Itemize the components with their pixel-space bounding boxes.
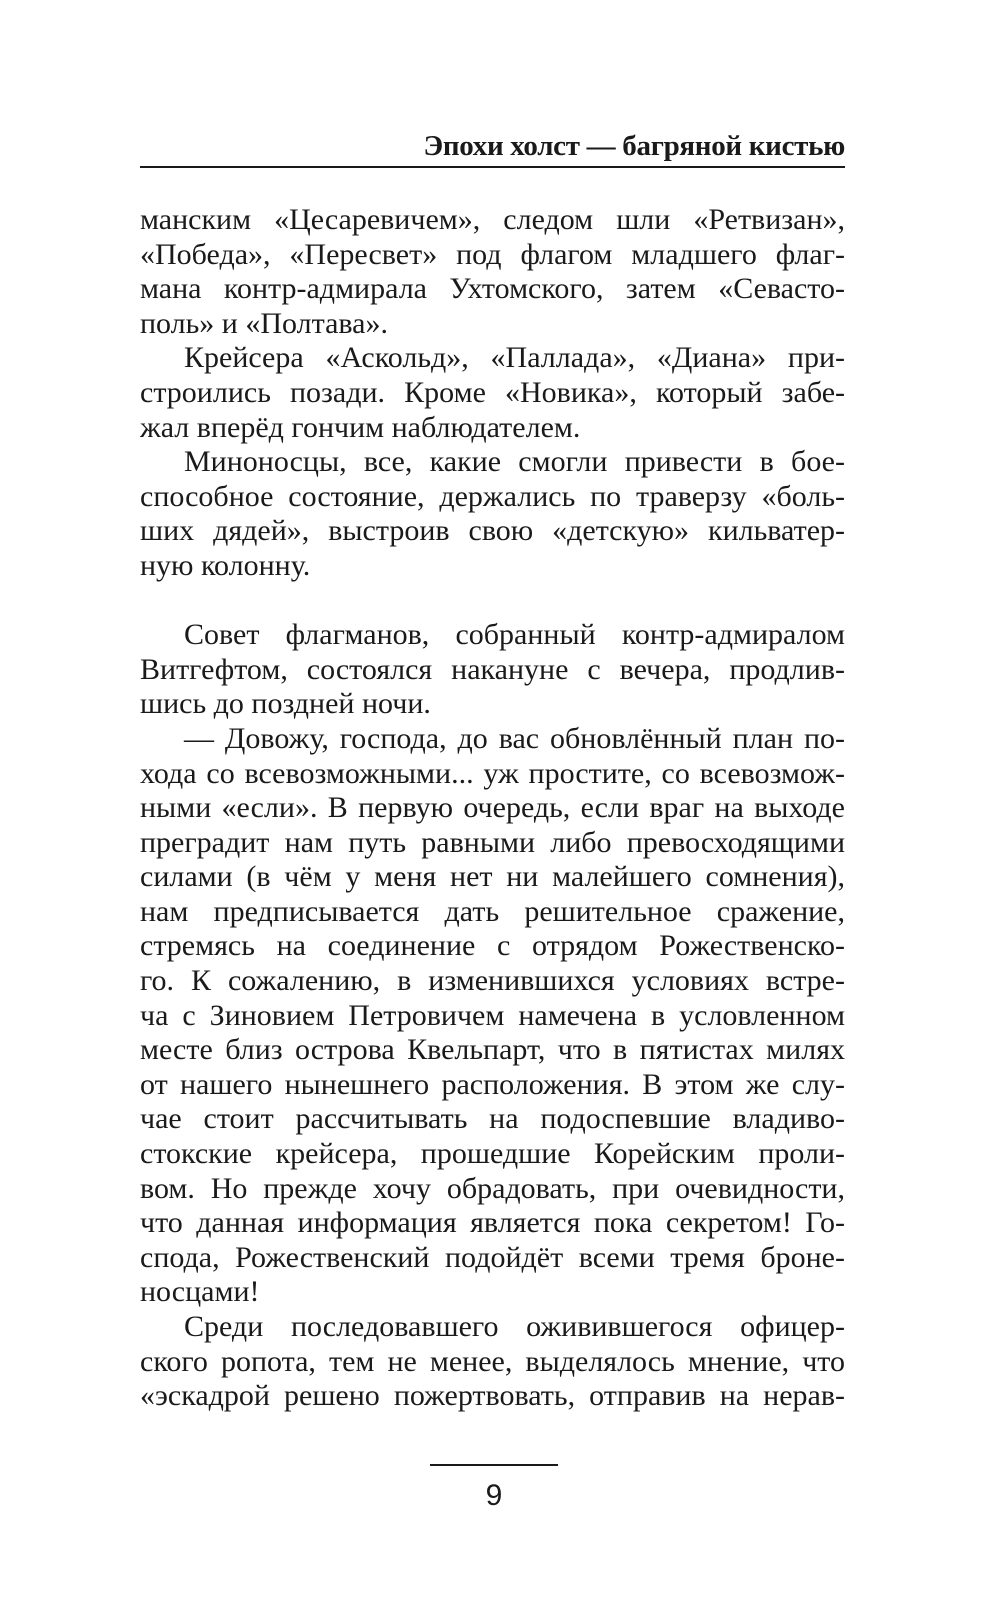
paragraph (140, 341, 845, 445)
text-line: ского ропота, тем не менее, выделялось мнение, что (140, 1344, 845, 1378)
text-line: чае стоит рассчитывать на подоспевшие владиво- (140, 1102, 845, 1136)
text-line: хода со всевозможными... уж простите, со всевозмож- (140, 756, 845, 790)
text-line: ную колонну. (140, 548, 311, 582)
text-line: способное состояние, держались по траверзу «боль- (140, 479, 845, 513)
text-line: месте близ острова Квельпарт, что в пятистах милях (140, 1033, 845, 1067)
header-rule (140, 166, 845, 168)
text-line: «Победа», «Пересвет» под флагом младшего флаг- (140, 237, 845, 271)
text-line: шись до поздней ночи. (140, 687, 431, 721)
section-break (140, 584, 845, 619)
text-line: мана контр-адмирала Ухтомского, затем «Севасто- (140, 272, 845, 306)
text-line: Крейсера «Аскольд», «Паллада», «Диана» при- (184, 341, 845, 375)
page-number: 9 (485, 1479, 503, 1512)
paragraph (140, 1310, 845, 1414)
text-line: строились позади. Кроме «Новика», который забе- (140, 375, 845, 409)
text-line: манским «Цесаревичем», следом шли «Ретвизан», (140, 203, 845, 236)
text-line: поль» и «Полтава». (140, 306, 388, 340)
text-line: преградит нам путь равными либо превосходящими (140, 825, 845, 859)
text-line: го. К сожалению, в изменившихся условиях встре- (140, 964, 845, 998)
footer-rule (430, 1464, 558, 1466)
text-line: стокские крейсера, прошедшие Корейским проли- (140, 1137, 845, 1171)
text-line: жал вперёд гончим наблюдателем. (140, 410, 581, 444)
text-line: вом. Но прежде хочу обрадовать, при очевидности, (140, 1171, 845, 1205)
text-line: ча с Зиновием Петровичем намечена в условленном (140, 998, 845, 1032)
text-line: Миноносцы, все, какие смогли привести в бое- (184, 445, 845, 479)
text-line: «эскадрой решено пожертвовать, отправив на нерав- (140, 1379, 845, 1413)
text-line: ными «если». В первую очередь, если враг на выходе (140, 791, 845, 825)
paragraph (140, 203, 845, 341)
running-head-title: Эпохи холст — багряной кистью (423, 130, 845, 162)
body-text (140, 203, 845, 1414)
text-line: Совет флагманов, собранный контр-адмиралом (184, 618, 845, 652)
text-line: стремясь на соединение с отрядом Рожественско- (140, 929, 845, 963)
text-line: ших дядей», выстроив свою «детскую» кильватер- (140, 514, 845, 548)
paragraph (140, 618, 845, 722)
text-line: силами (в чём у меня нет ни малейшего сомнения), (140, 860, 845, 894)
text-line: что данная информация является пока секретом! Го- (140, 1206, 845, 1240)
text-line: спода, Рожественский подойдёт всеми тремя броне- (140, 1240, 845, 1274)
paragraph (140, 722, 845, 1310)
text-line: — Довожу, господа, до вас обновлённый план по- (184, 721, 845, 755)
text-line: нам предписывается дать решительное сражение, (140, 894, 845, 928)
paragraph (140, 445, 845, 583)
text-line: Среди последовавшего оживившегося офицер- (184, 1310, 845, 1343)
text-line: носцами! (140, 1275, 260, 1309)
text-line: от нашего нынешнего расположения. В этом же слу- (140, 1067, 845, 1101)
text-line: Витгефтом, состоялся накануне с вечера, продлив- (140, 652, 845, 686)
